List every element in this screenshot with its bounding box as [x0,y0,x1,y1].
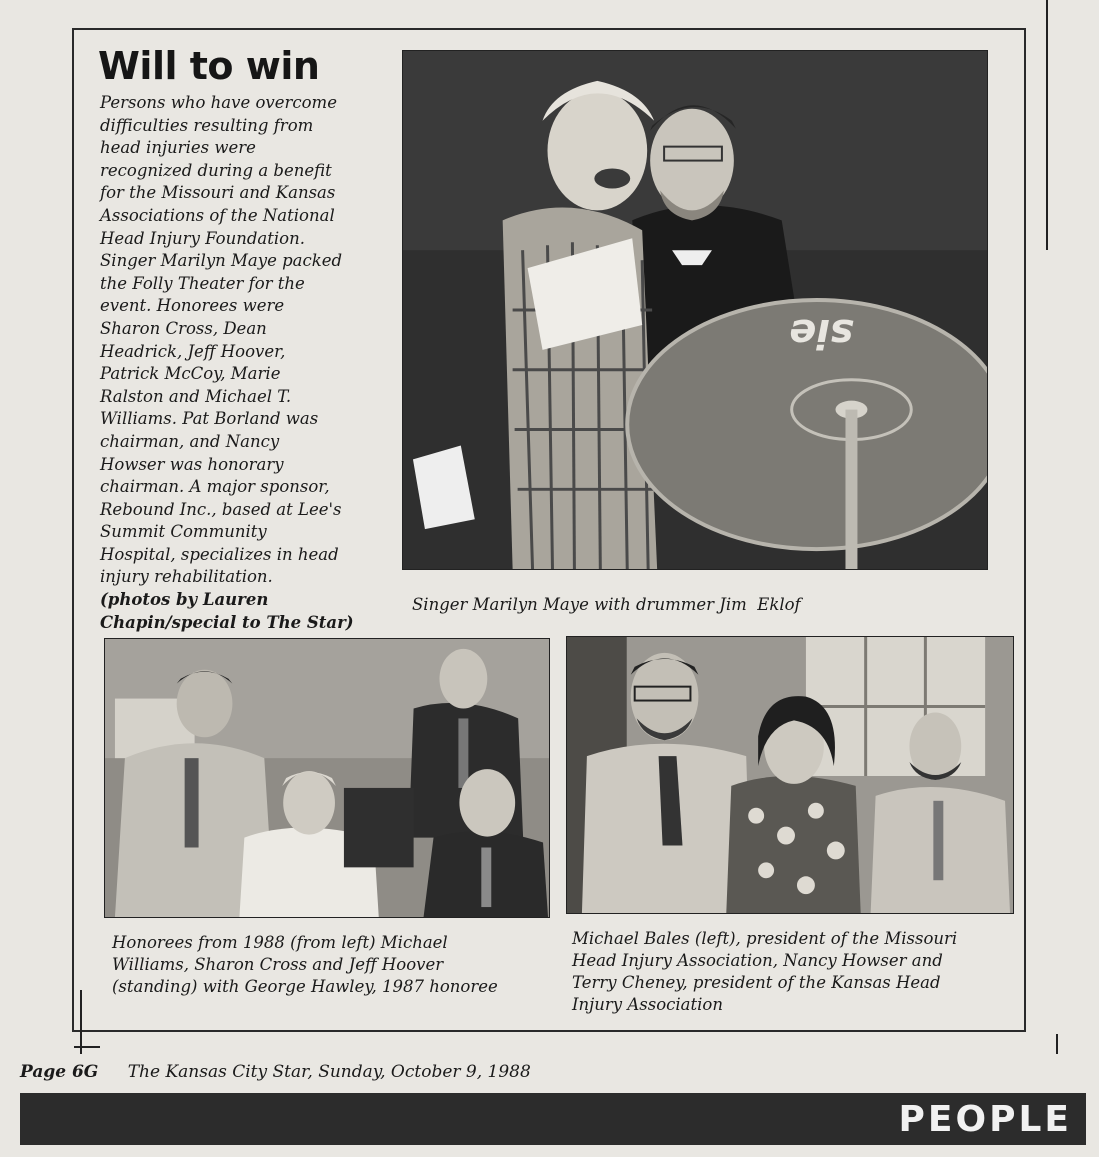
body-text-line: chairman. A major sponsor, [100,477,330,497]
edge-rule-right-lower [1056,1034,1058,1054]
page-footer [20,1062,531,1082]
photo-singer-and-drummer [402,50,988,570]
body-text-line: Howser was honorary [100,454,284,474]
body-text-line: head injuries were [100,138,256,158]
caption-line: Williams, Sharon Cross and Jeff Hoover [112,955,444,974]
photo-association-leaders [566,636,1014,914]
article-body [100,92,400,634]
caption-line: Head Injury Association, Nancy Howser and [572,951,943,970]
body-text-line: injury rehabilitation. [100,567,273,587]
body-text-line: Singer Marilyn Maye packed [100,251,343,271]
photo-credit-line: (photos by Lauren [100,590,269,610]
caption-line: Terry Cheney, president of the Kansas Head [572,973,941,992]
cymbal-brand-text: sie [789,309,854,356]
headline: Will to win [98,44,320,88]
top-photo-caption: Singer Marilyn Maye with drummer Jim Eklof [412,595,801,614]
photo-honorees [104,638,550,918]
body-text-line: the Folly Theater for the [100,273,305,293]
body-text-line: Ralston and Michael T. [100,386,292,406]
body-text-line: event. Honorees were [100,296,285,316]
body-text-line: chairman, and Nancy [100,431,280,451]
body-text-line: for the Missouri and Kansas [100,183,336,203]
bottom-left-caption [112,932,498,998]
body-text-line: difficulties resulting from [100,115,314,135]
body-text-line: Summit Community [100,522,267,542]
body-text-line: Headrick, Jeff Hoover, [100,341,286,361]
body-text-line: Sharon Cross, Dean [100,318,267,338]
body-text-line: Head Injury Foundation. [100,228,305,248]
section-label: PEOPLE [898,1099,1072,1140]
caption-line: Honorees from 1988 (from left) Michael [112,933,448,952]
body-text-line: Williams. Pat Borland was [100,409,319,429]
body-text-line: Hospital, specializes in head [100,544,339,564]
body-text-line: Rebound Inc., based at Lee's [100,499,342,519]
body-text-line: Patrick McCoy, Marie [100,364,281,384]
body-text-line: Associations of the National [100,205,335,225]
edge-rule-right [1046,0,1048,250]
publication-dateline: The Kansas City Star, Sunday, October 9, 1988 [127,1062,531,1082]
body-text-line: recognized during a benefit [100,160,332,180]
photo-credit-line: Chapin/special to The Star) [100,612,354,632]
crop-mark-vertical [80,990,82,1054]
page-number: Page 6G [20,1062,99,1082]
body-text-line: Persons who have overcome [100,93,337,112]
caption-line: Injury Association [572,995,723,1014]
crop-mark-horizontal [74,1046,100,1048]
bottom-right-caption [572,928,957,1016]
caption-line: (standing) with George Hawley, 1987 honoree [112,977,498,996]
caption-line: Michael Bales (left), president of the Missouri [572,929,958,948]
section-banner [20,1093,1086,1145]
